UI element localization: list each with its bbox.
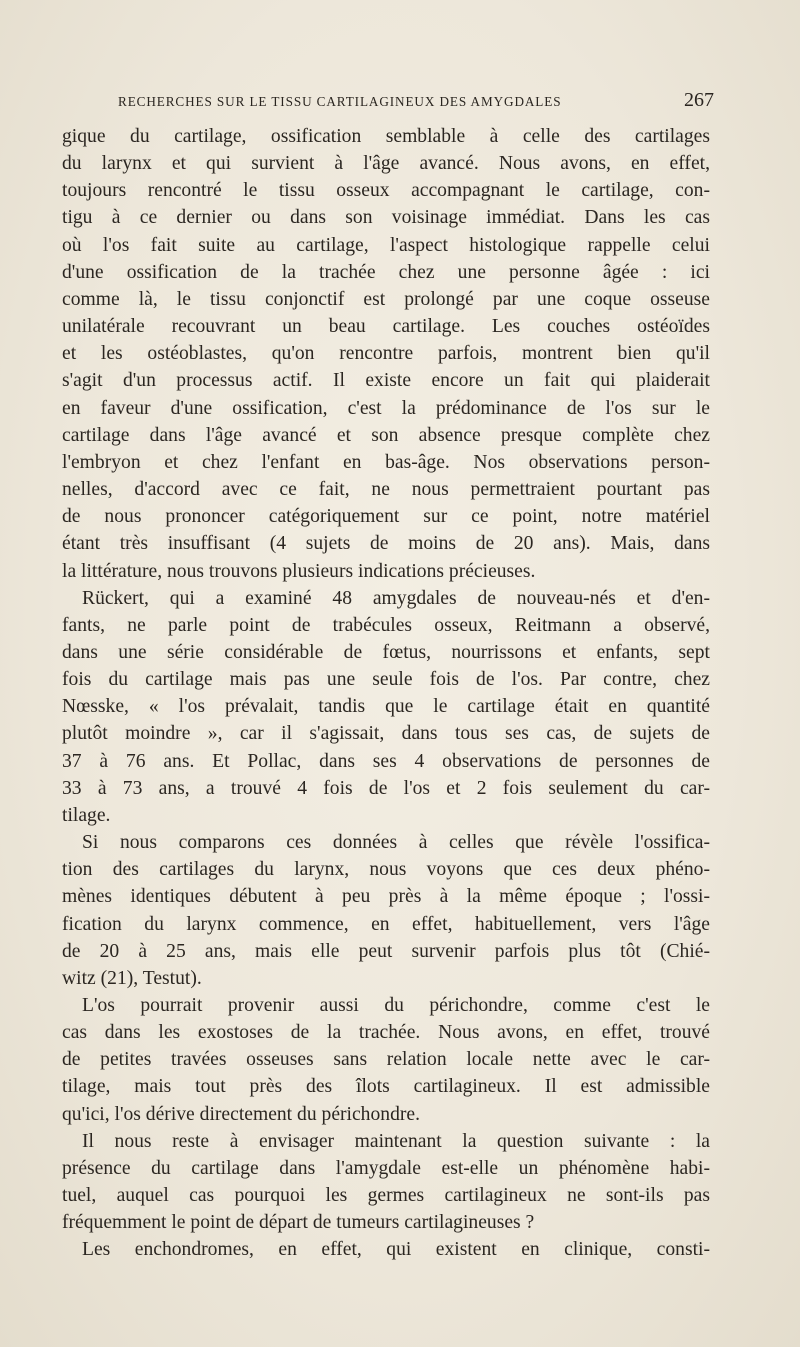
text-line: cas dans les exostoses de la trachée. Nous avons, en effet, trouvé	[62, 1022, 710, 1044]
text-line: tigu à ce dernier ou dans son voisinage immédiat. Dans les cas	[62, 207, 710, 229]
text-line: où l'os fait suite au cartilage, l'aspect histologique rappelle celui	[62, 234, 710, 256]
paragraph-end-line: witz (21), Testut).	[62, 967, 202, 989]
text-line: fication du larynx commence, en effet, habituellement, vers l'âge	[62, 913, 710, 935]
text-line: tion des cartilages du larynx, nous voyons que ces deux phéno-	[62, 859, 710, 881]
running-head: RECHERCHES SUR LE TISSU CARTILAGINEUX DES AMYGDALES	[118, 94, 562, 109]
paragraph-end-line: fréquemment le point de départ de tumeurs cartilagineuses ?	[62, 1212, 535, 1234]
body-text	[62, 123, 710, 1264]
text-line: tilage, mais tout près des îlots cartilagineux. Il est admissible	[62, 1076, 710, 1098]
text-line: comme là, le tissu conjonctif est prolongé par une coque osseuse	[62, 288, 710, 310]
text-line: cartilage dans l'âge avancé et son absence presque complète chez	[62, 424, 710, 446]
page-header	[118, 89, 714, 116]
text-line: en faveur d'une ossification, c'est la prédominance de l'os sur le	[62, 397, 710, 419]
text-line: du larynx et qui survient à l'âge avancé. Nous avons, en effet,	[62, 153, 710, 175]
paragraph-end-line: tilage.	[62, 804, 111, 826]
text-line: tuel, auquel cas pourquoi les germes cartilagineux ne sont-ils pas	[62, 1185, 710, 1207]
text-line: de petites travées osseuses sans relation locale nette avec le car-	[62, 1049, 710, 1071]
text-line: unilatérale recouvrant un beau cartilage. Les couches ostéoïdes	[62, 316, 710, 338]
text-line: dans une série considérable de fœtus, nourrissons et enfants, sept	[62, 641, 710, 663]
text-line: s'agit d'un processus actif. Il existe encore un fait qui plaiderait	[62, 370, 710, 392]
paragraph-start-line: L'os pourrait provenir aussi du périchondre, comme c'est le	[82, 995, 710, 1016]
text-line: fois du cartilage mais pas une seule fois de l'os. Par contre, chez	[62, 669, 710, 691]
paragraph-start-line: Rückert, qui a examiné 48 amygdales de nouveau-nés et d'en-	[82, 587, 710, 609]
text-line: gique du cartilage, ossification semblable à celle des cartilages	[62, 126, 710, 147]
text-line: présence du cartilage dans l'amygdale est-elle un phénomène habi-	[62, 1157, 710, 1179]
text-line: étant très insuffisant (4 sujets de moins de 20 ans). Mais, dans	[62, 533, 710, 555]
text-line: toujours rencontré le tissu osseux accompagnant le cartilage, con-	[62, 180, 710, 202]
text-line: mènes identiques débutent à peu près à la même époque ; l'ossi-	[62, 886, 710, 908]
text-line: nelles, d'accord avec ce fait, ne nous permettraient pourtant pas	[62, 479, 710, 501]
page-number: 267	[684, 89, 714, 111]
text-line: plutôt moindre », car il s'agissait, dans tous ses cas, de sujets de	[62, 723, 710, 745]
paragraph-start-line: Il nous reste à envisager maintenant la question suivante : la	[82, 1130, 710, 1152]
paragraph-end-line: la littérature, nous trouvons plusieurs indications précieuses.	[62, 560, 536, 582]
text-line: 33 à 73 ans, a trouvé 4 fois de l'os et 2 fois seulement du car-	[62, 777, 710, 799]
paragraph-start-line: Si nous comparons ces données à celles que révèle l'ossifica-	[82, 832, 710, 854]
text-line: l'embryon et chez l'enfant en bas-âge. Nos observations person-	[62, 451, 710, 473]
paragraph-start-line: Les enchondromes, en effet, qui existent en clinique, consti-	[82, 1239, 710, 1261]
paragraph-end-line: qu'ici, l'os dérive directement du périchondre.	[62, 1103, 420, 1125]
text-line: Nœsske, « l'os prévalait, tandis que le cartilage était en quantité	[62, 696, 710, 718]
text-line: 37 à 76 ans. Et Pollac, dans ses 4 observations de personnes de	[62, 750, 710, 772]
text-line: et les ostéoblastes, qu'on rencontre parfois, montrent bien qu'il	[62, 343, 710, 365]
text-line: de 20 à 25 ans, mais elle peut survenir parfois plus tôt (Chié-	[62, 940, 710, 962]
text-line: d'une ossification de la trachée chez une personne âgée : ici	[62, 261, 710, 283]
text-line: de nous prononcer catégoriquement sur ce point, notre matériel	[62, 506, 710, 528]
text-line: fants, ne parle point de trabécules osseux, Reitmann a observé,	[62, 614, 710, 636]
